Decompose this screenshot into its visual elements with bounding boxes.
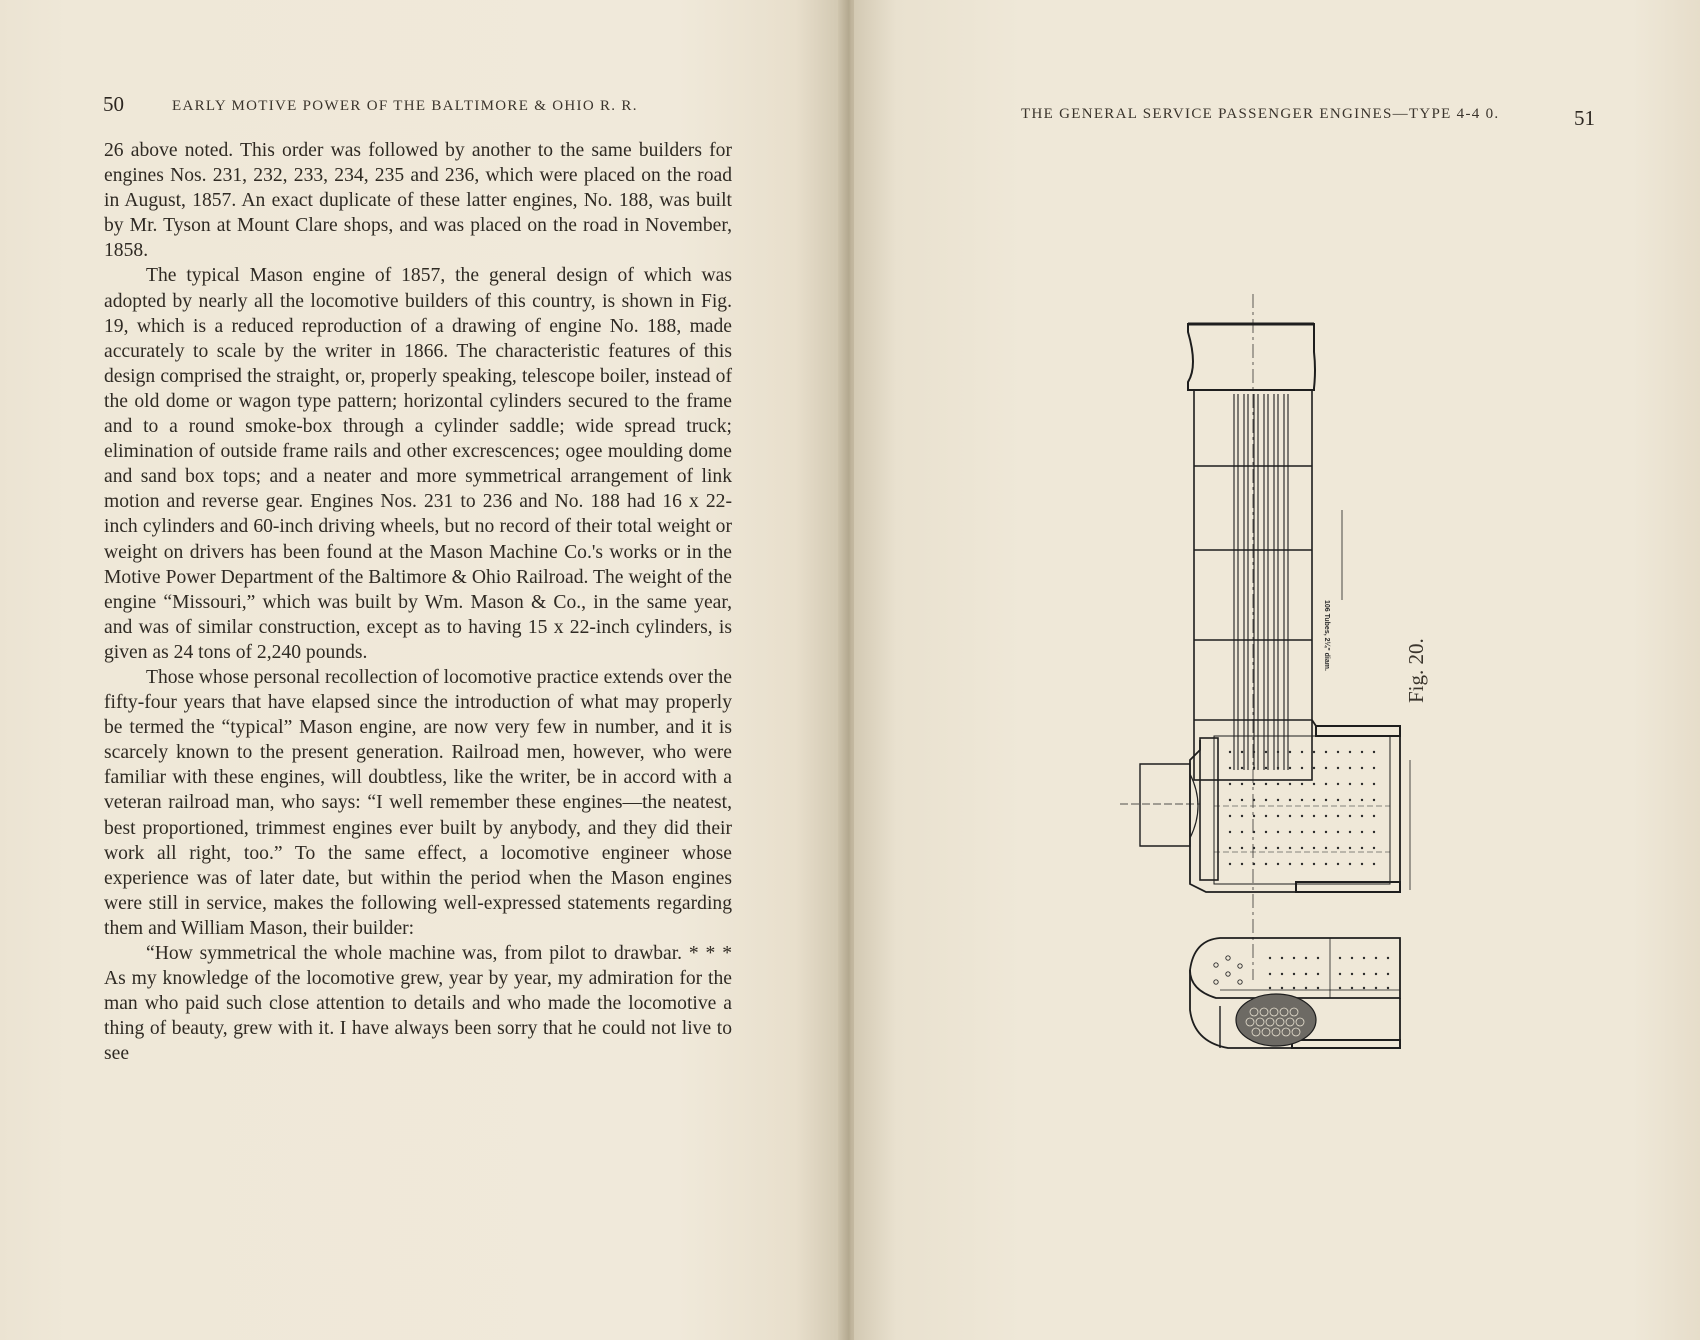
body-text [104,138,732,1066]
running-head-right: THE GENERAL SERVICE PASSENGER ENGINES—TYPE 4-4 0. [1021,106,1500,122]
paragraph-4: “How symmetrical the whole machine was, from pilot to drawbar. * * * As my knowledge of the locomotive grew, year by year, my admiration for the man who paid such close attention to details and who made the locomotive a thing of beauty, grew with it. I have always been sorry that he could not live to see [104,943,732,1065]
running-head-left: EARLY MOTIVE POWER OF THE BALTIMORE & OHIO R. R. [172,98,638,114]
stay-bolt-pattern [1229,751,1375,865]
page-number-left: 50 [103,92,124,116]
paragraph-2: The typical Mason engine of 1857, the general design of which was adopted by nearly all the locomotive builders of this country, is shown in Fig. 19, which is a reduced reproduction of a drawing of engine No. 188, made accurately to scale by the writer in 1866. The characteristic features of this design comprised the straight, or, properly speaking, telescope boiler, instead of the old dome or wagon type pattern; horizontal cylinders secured to the frame and to a round smoke-box through a cylinder saddle; wide spread truck; elimination of outside frame rails and other excrescences; ogee moulding dome and sand box tops; and a neater and more symmetrical arrangement of link motion and reverse gear. Engines Nos. 231 to 236 and No. 188 had 16 x 22-inch cylinders and 60-inch driving wheels, but no record of their total weight or weight on drivers has been found at the Mason Machine Co.'s works or in the Motive Power Department of the Baltimore & Ohio Railroad. The weight of the engine “Missouri,” which was built by Wm. Mason & Co., in the same year, and was of similar construction, except as to having 15 x 22-inch cylinders, is given as 24 tons of 2,240 pounds. [104,265,732,663]
tube-annotation: 106 Tubes, 2¼" diam. [1323,600,1330,671]
boiler-drawing [1120,290,1420,1060]
paragraph-1: 26 above noted. This order was followed by another to the same builders for engines Nos. 231, 232, 233, 234, 235 and 236, which were placed on the road in August, 1857. An exact duplicate of these latter engines, No. 188, was built by Mr. Tyson at Mount Clare shops, and was placed on the road in November, 1858. [104,140,732,262]
page-number-right: 51 [1574,106,1595,130]
figure-label: Fig. 20. [1404,638,1428,703]
paragraph-3: Those whose personal recollection of locomotive practice extends over the fifty-four years that have elapsed since the introduction of what may properly be termed the “typical” Mason engine, are now very few in number, and it is scarcely known to the present generation. Railroad men, however, who were familiar with these engines, will doubtless, like the writer, be in accord with a veteran railroad man, who says: “I well remember these engines—the neatest, best proportioned, trimmest engines ever built by anybody, and they did their work all right, too.” To the same effect, a locomotive engineer whose experience was of later date, but within the period when the Mason engines were still in service, makes the following well-expressed statements regarding them and William Mason, their builder: [104,666,732,939]
left-page [0,0,846,1340]
